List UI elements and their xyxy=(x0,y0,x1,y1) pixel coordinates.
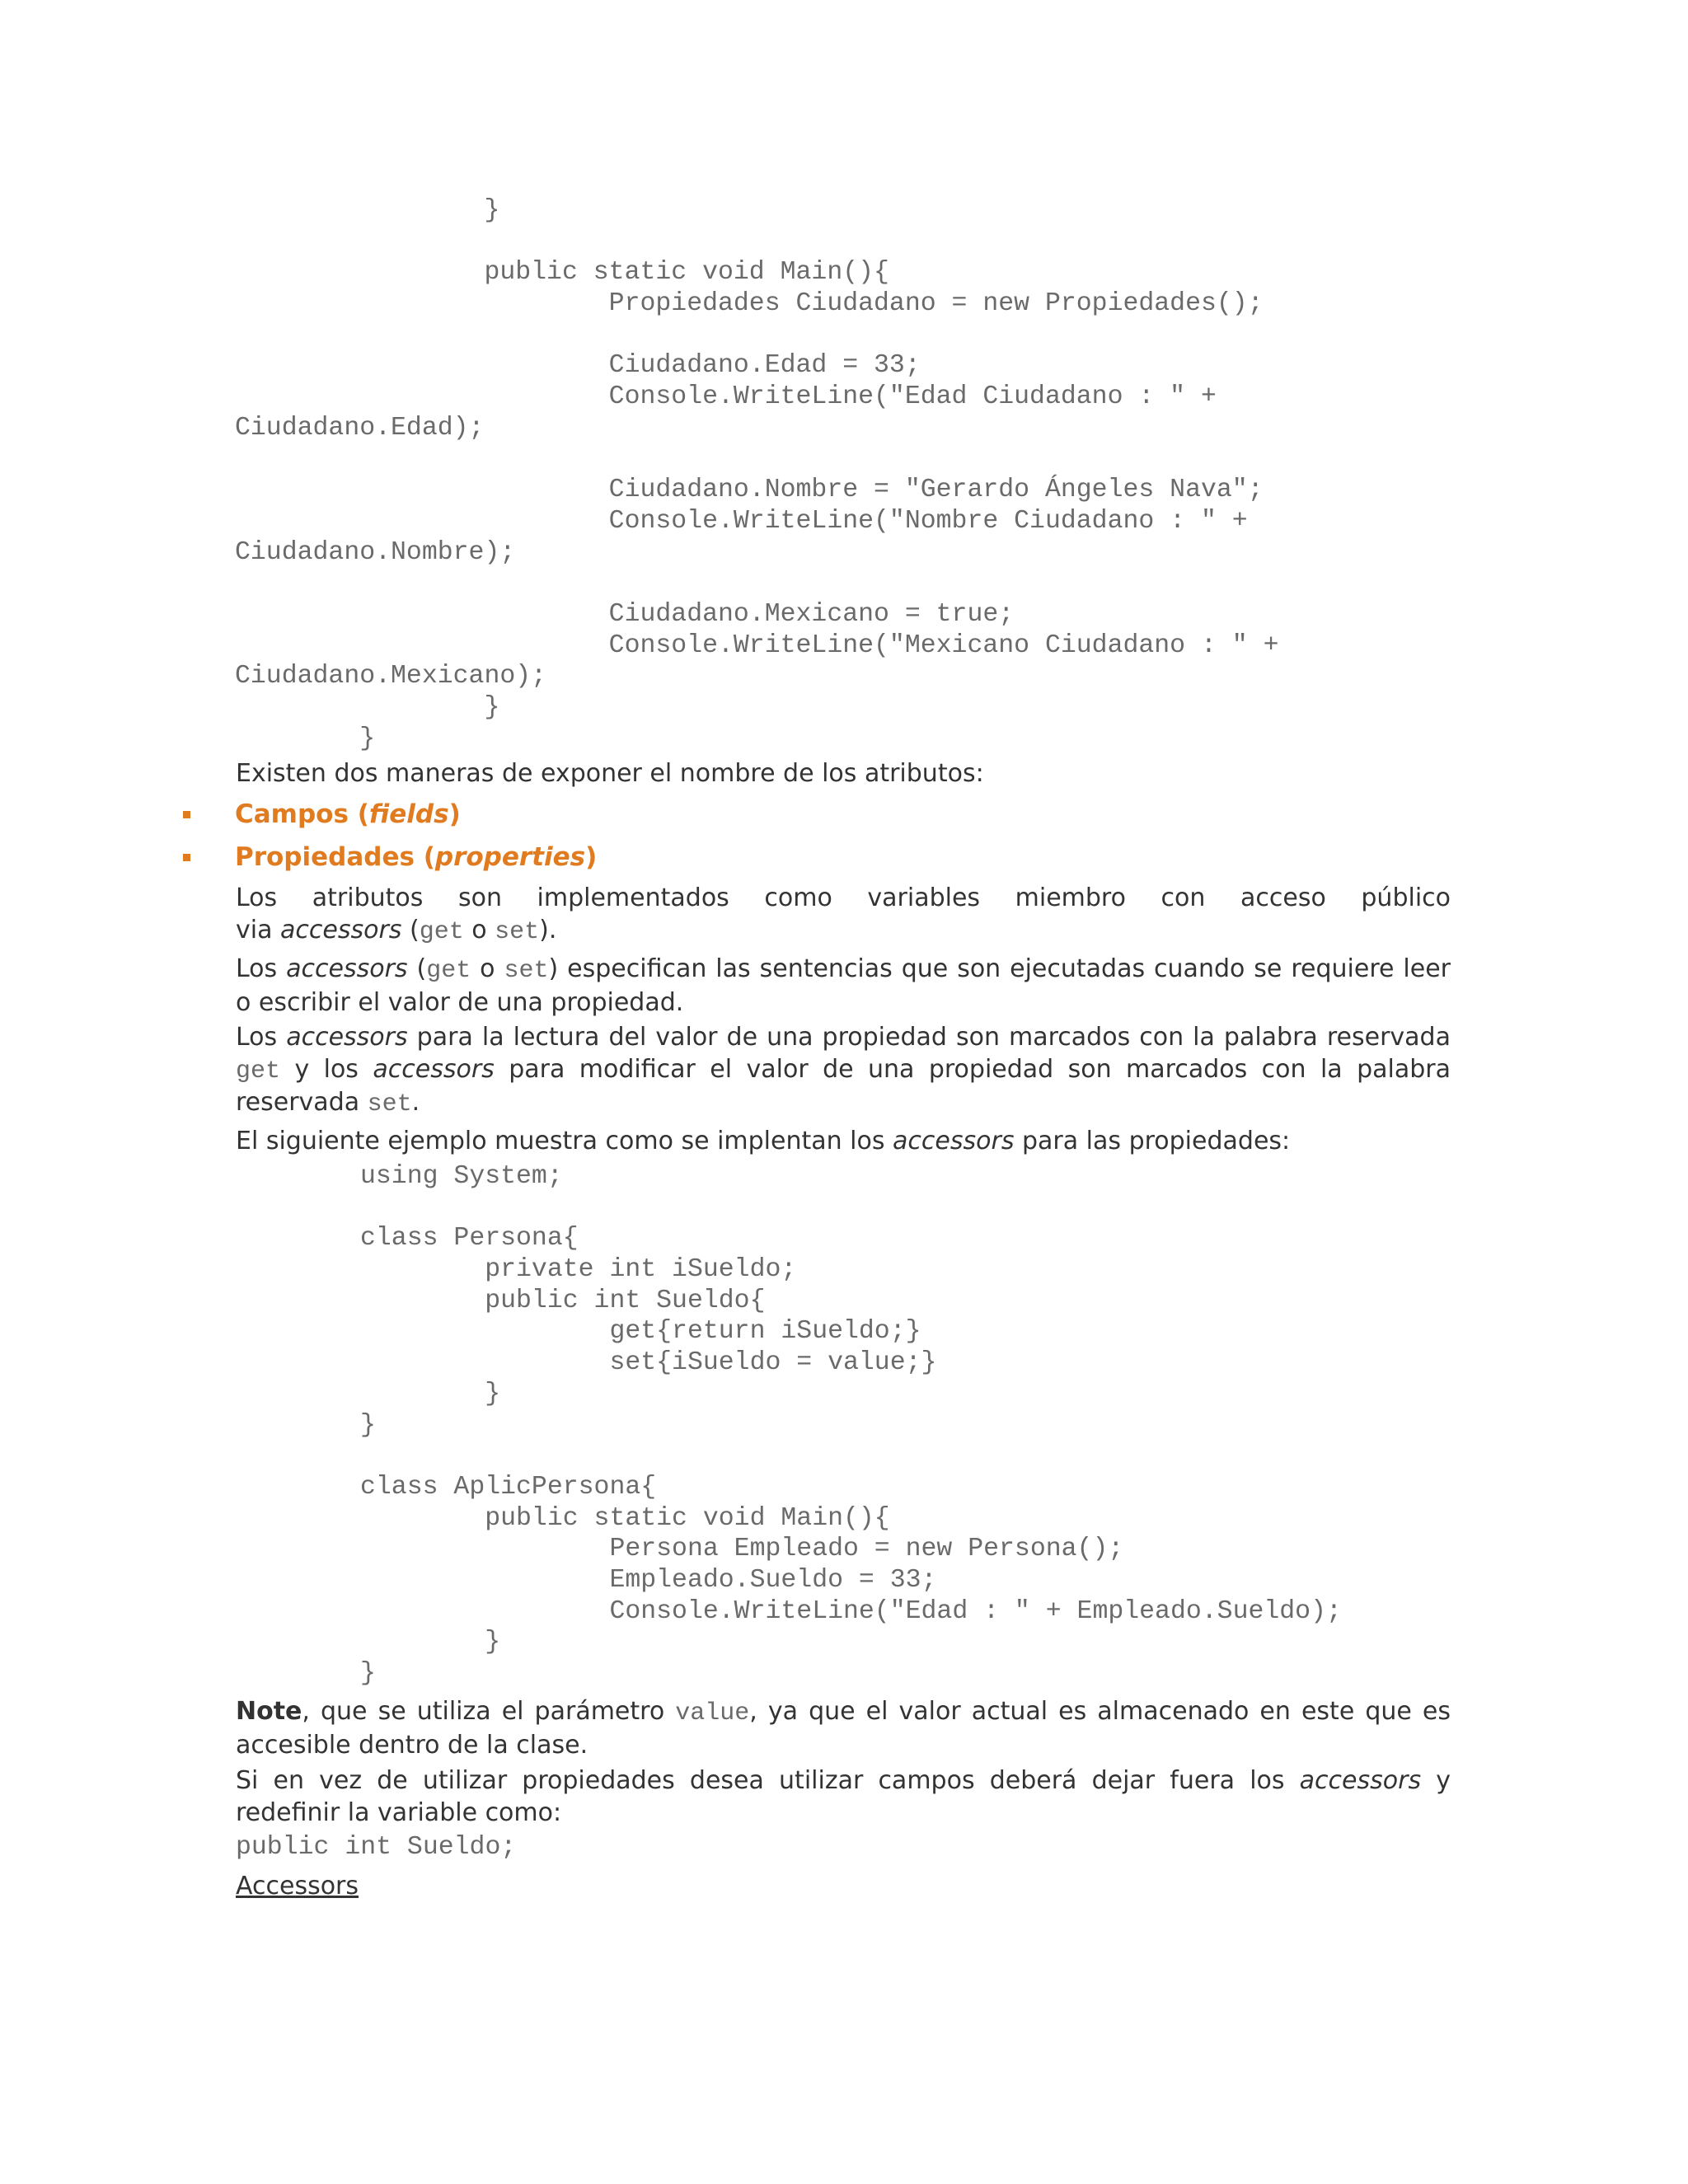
note-label: Note xyxy=(236,1697,302,1726)
code-block-1-line: Console.WriteLine("Nombre Ciudadano : " + xyxy=(235,506,1248,536)
paragraph-accessors-keywords: Los accessors para la lectura del valor de una propiedad son marcados con la palabra reservada get y los accessors para modificar el valor de una propiedad son marcados con la palabra reservada set. xyxy=(236,1023,1451,1118)
square-bullet-icon xyxy=(183,811,190,818)
code-line-public-int-sueldo: public int Sueldo; xyxy=(236,1833,517,1862)
code-block-2-line: public int Sueldo{ xyxy=(360,1286,766,1315)
paragraph-note: Note, que se utiliza el parámetro value, ya que el valor actual es almacenado en este que es accesible dentro de la clase. xyxy=(236,1697,1451,1760)
paragraph-attributes xyxy=(236,883,1451,948)
code-block-1-line: public static void Main(){ xyxy=(235,258,889,288)
code-block-2-line: Empleado.Sueldo = 33; xyxy=(360,1565,937,1595)
code-block-2-line xyxy=(360,1441,1342,1473)
code-block-2-line: } xyxy=(360,1659,376,1688)
code-block-2-line xyxy=(360,1193,1342,1225)
code-block-2-line: class Persona{ xyxy=(360,1224,579,1254)
bullet-label-propiedades: Propiedades (properties) xyxy=(235,842,598,872)
code-block-2-line: } xyxy=(360,1410,376,1440)
paragraph-attributes-line-2: via accessors (get o set). xyxy=(236,915,557,946)
code-block-1-line: } xyxy=(235,196,500,225)
code-block-2-line: } xyxy=(360,1628,501,1657)
paragraph-example-intro: El siguiente ejemplo muestra como se implentan los accessors para las propiedades: xyxy=(236,1127,1291,1155)
code-block-2-line: using System; xyxy=(360,1162,563,1191)
code-block-1-line xyxy=(235,227,1279,259)
code-block-1-line xyxy=(235,569,1279,600)
code-block-2-line: get{return iSueldo;} xyxy=(360,1317,921,1347)
bullet-label-campos: Campos (fields) xyxy=(235,799,461,829)
code-block-1-line: } xyxy=(235,724,376,753)
code-block-2-line: public static void Main(){ xyxy=(360,1503,890,1533)
paragraph-intro: Existen dos maneras de exponer el nombre de los atributos: xyxy=(236,759,984,788)
code-block-1 xyxy=(235,196,1279,755)
square-bullet-icon xyxy=(183,854,190,861)
code-block-1-line: Propiedades Ciudadano = new Propiedades(); xyxy=(235,289,1264,319)
section-heading-accessors: Accessors xyxy=(236,1872,359,1900)
code-block-2-line: private int iSueldo; xyxy=(360,1255,797,1285)
code-block-2-line: Persona Empleado = new Persona(); xyxy=(360,1535,1124,1564)
paragraph-attributes-line-1: Los atributos son implementados como variables miembro con acceso público xyxy=(236,883,1451,912)
code-block-1-line: Ciudadano.Edad); xyxy=(235,413,485,443)
code-block-1-line xyxy=(235,321,1279,352)
code-block-2-line: class AplicPersona{ xyxy=(360,1472,657,1502)
code-block-1-line: } xyxy=(235,693,500,722)
paragraph-fields-alternative: Si en vez de utilizar propiedades desea utilizar campos deberá dejar fuera los accessors y redefinir la variable como: xyxy=(236,1766,1451,1827)
code-block-1-line xyxy=(235,445,1279,476)
code-block-1-line: Ciudadano.Edad = 33; xyxy=(235,351,921,381)
code-block-2 xyxy=(360,1162,1342,1690)
code-block-2-line: } xyxy=(360,1379,501,1408)
code-block-1-line: Ciudadano.Mexicano = true; xyxy=(235,599,1015,629)
code-block-2-line: Console.WriteLine("Edad : " + Empleado.Sueldo); xyxy=(360,1596,1342,1626)
code-block-2-line: set{iSueldo = value;} xyxy=(360,1348,937,1378)
code-block-1-line: Ciudadano.Mexicano); xyxy=(235,662,547,691)
code-block-1-line: Ciudadano.Nombre); xyxy=(235,537,516,567)
code-block-1-line: Ciudadano.Nombre = "Gerardo Ángeles Nava"; xyxy=(235,476,1264,505)
code-block-1-line: Console.WriteLine("Edad Ciudadano : " + xyxy=(235,382,1217,412)
code-block-1-line: Console.WriteLine("Mexicano Ciudadano : " + xyxy=(235,630,1279,660)
paragraph-accessors-definition: Los accessors (get o set) especifican las sentencias que son ejecutadas cuando se requiere leer o escribir el valor de una propiedad. xyxy=(236,954,1451,1017)
